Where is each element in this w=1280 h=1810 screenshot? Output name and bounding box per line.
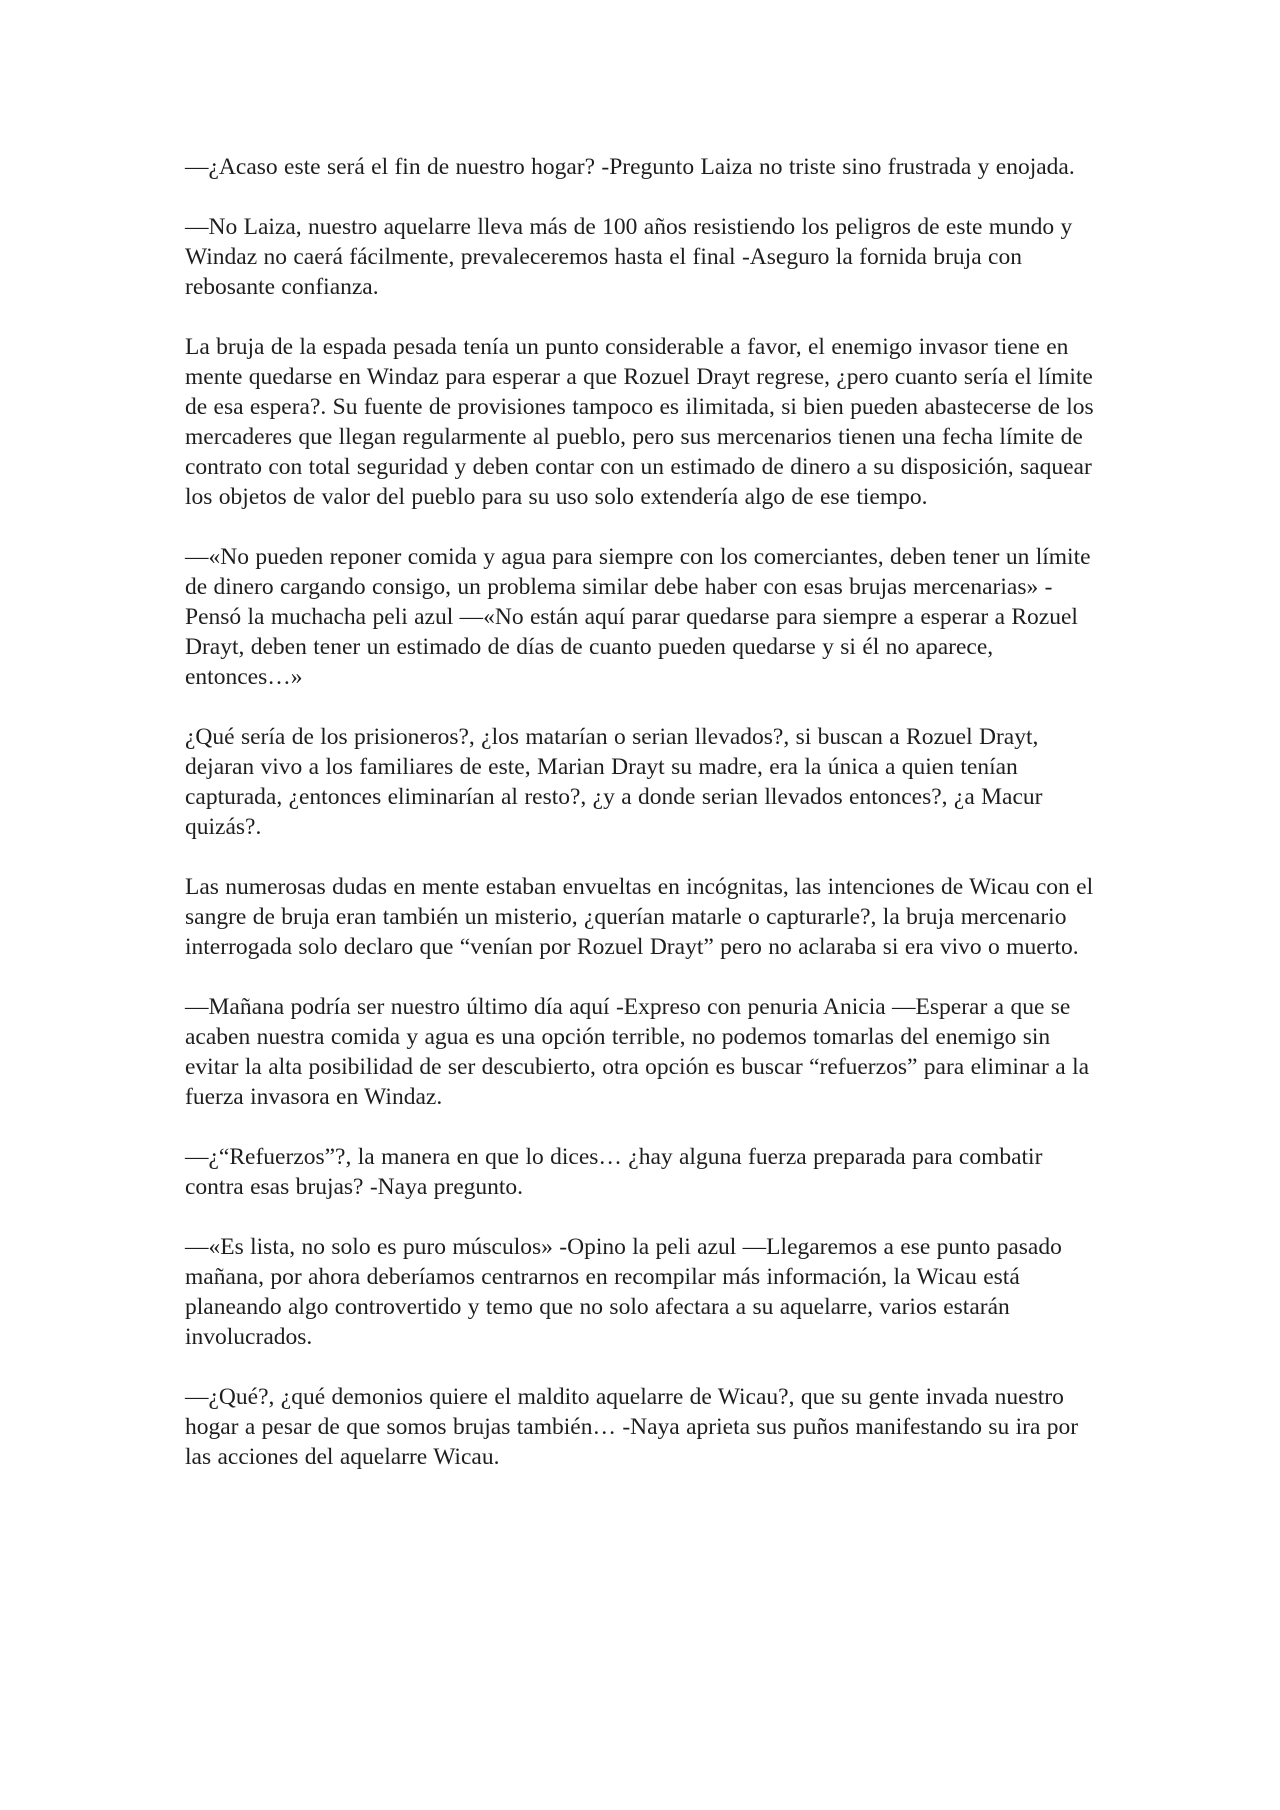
paragraph-1: —¿Acaso este será el fin de nuestro hogar? -Pregunto Laiza no triste sino frustrada y enojada. <box>185 154 1075 180</box>
paragraph-2: —No Laiza, nuestro aquelarre lleva más de 100 años resistiendo los peligros de este mundo y Windaz no caerá fácilmente, prevaleceremos hasta el final -Aseguro la fornida bruja con rebosante confianza. <box>185 214 1073 300</box>
paragraph-10: —¿Qué?, ¿qué demonios quiere el maldito aquelarre de Wicau?, que su gente invada nuestro hogar a pesar de que somos brujas también… -Naya aprieta sus puños manifestando su ira por las acciones del aquelarre Wicau. <box>185 1384 1079 1470</box>
paragraph-5: ¿Qué sería de los prisioneros?, ¿los matarían o serian llevados?, si buscan a Rozuel Drayt, dejaran vivo a los familiares de este, Marian Drayt su madre, era la única a quien tenían capturada, ¿entonces eliminarían al resto?, ¿y a donde serian llevados entonces?, ¿a Macur quizás?. <box>185 724 1043 840</box>
paragraph-8: —¿“Refuerzos”?, la manera en que lo dices… ¿hay alguna fuerza preparada para combatir contra esas brujas? -Naya pregunto. <box>185 1144 1043 1200</box>
paragraph-3: La bruja de la espada pesada tenía un punto considerable a favor, el enemigo invasor tiene en mente quedarse en Windaz para esperar a que Rozuel Drayt regrese, ¿pero cuanto sería el límite de esa espera?. Su fuente de provisiones tampoco es ilimitada, si bien pueden abastecerse de los mercaderes que llegan regularmente al pueblo, pero sus mercenarios tienen una fecha límite de contrato con total seguridad y deben contar con un estimado de dinero a su disposición, saquear los objetos de valor del pueblo para su uso solo extendería algo de ese tiempo. <box>185 334 1094 510</box>
paragraph-7: —Mañana podría ser nuestro último día aquí -Expreso con penuria Anicia —Esperar a que se acaben nuestra comida y agua es una opción terrible, no podemos tomarlas del enemigo sin evitar la alta posibilidad de ser descubierto, otra opción es buscar “refuerzos” para eliminar a la fuerza invasora en Windaz. <box>185 994 1090 1110</box>
paragraph-6: Las numerosas dudas en mente estaban envueltas en incógnitas, las intenciones de Wicau con el sangre de bruja eran también un misterio, ¿querían matarle o capturarle?, la bruja mercenario interrogada solo declaro que “venían por Rozuel Drayt” pero no aclaraba si era vivo o muerto. <box>185 874 1094 960</box>
paragraph-4: —«No pueden reponer comida y agua para siempre con los comerciantes, deben tener un límite de dinero cargando consigo, un problema similar debe haber con esas brujas mercenarias» -Pensó la muchacha peli azul —«No están aquí parar quedarse para siempre a esperar a Rozuel Drayt, deben tener un estimado de días de cuanto pueden quedarse y si él no aparece, entonces…» <box>185 544 1091 690</box>
document-body <box>185 152 1099 1472</box>
paragraph-9: —«Es lista, no solo es puro músculos» -Opino la peli azul —Llegaremos a ese punto pasado mañana, por ahora deberíamos centrarnos en recompilar más información, la Wicau está planeando algo controvertido y temo que no solo afectara a su aquelarre, varios estarán involucrados. <box>185 1234 1062 1350</box>
